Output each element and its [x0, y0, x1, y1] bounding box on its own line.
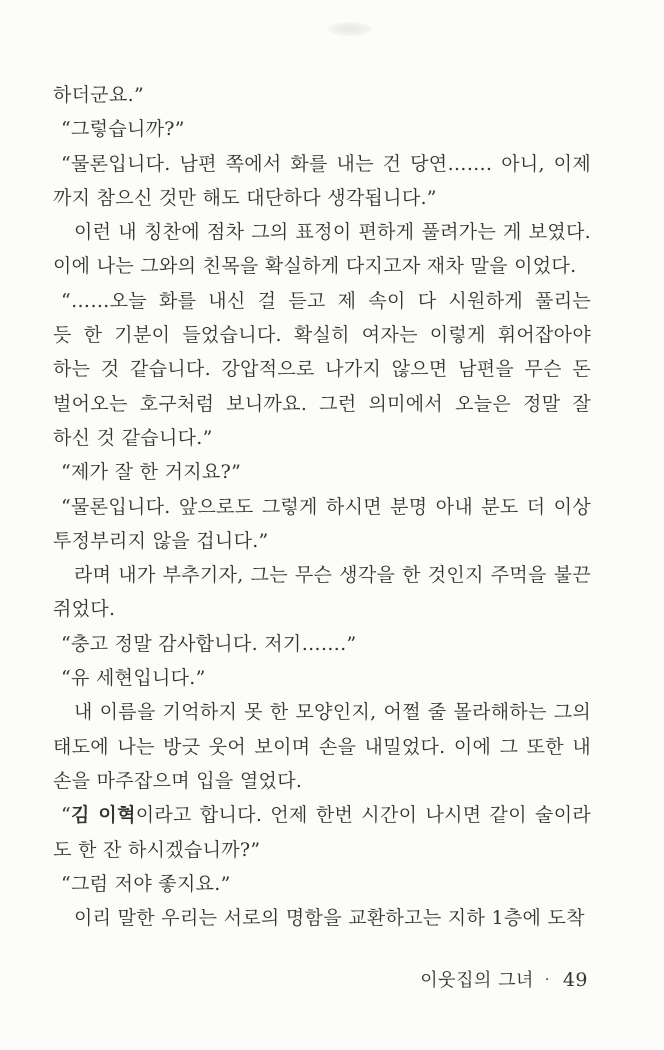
text-segment: 이런 내 칭찬에 점차 그의 표정이 편하게 풀려가는 게 보였다. [74, 221, 591, 244]
footer-book-title: 이웃집의 그녀 [420, 970, 534, 991]
text-line [53, 558, 591, 592]
text-segment: 태도에 나는 방긋 웃어 보이며 손을 내밀었다. 이에 그 또한 내 [53, 735, 591, 758]
scan-smudge [328, 22, 372, 36]
text-line [53, 524, 591, 558]
text-segment: 하더군요.” [53, 84, 144, 106]
running-footer [420, 966, 588, 992]
text-line [53, 592, 591, 626]
text-line [53, 730, 591, 764]
text-line [53, 695, 591, 729]
text-line [53, 661, 591, 695]
text-line [53, 181, 591, 215]
text-segment: 하신 것 같습니다.” [53, 426, 213, 449]
text-segment: 이라고 합니다. 언제 한번 시간이 나시면 같이 술이라 [135, 804, 591, 827]
text-line [53, 147, 591, 181]
text-segment: 라며 내가 부추기자, 그는 무슨 생각을 한 것인지 주먹을 불끈 [74, 564, 591, 587]
character-name-bold: 김 이혁 [71, 804, 136, 827]
text-line [53, 215, 591, 249]
text-segment: 하는 것 같습니다. 강압적으로 나가지 않으면 남편을 무슨 돈 [53, 358, 591, 381]
text-line [53, 318, 591, 352]
text-segment: 쥐었다. [53, 598, 116, 621]
text-line [53, 78, 591, 112]
text-segment: 내 이름을 기억하지 못 한 모양인지, 어쩔 줄 몰라해하는 그의 [74, 701, 591, 724]
text-segment: “충고 정말 감사합니다. 저기…….” [61, 632, 357, 655]
text-line [53, 490, 591, 524]
text-segment: 까지 참으신 것만 해도 대단하다 생각됩니다.” [53, 186, 437, 209]
text-line [53, 455, 591, 489]
text-line [53, 901, 591, 935]
text-segment: 벌어오는 호구처럼 보니까요. 그런 의미에서 오늘은 정말 잘 [53, 392, 591, 415]
page-text [53, 78, 591, 935]
text-line [53, 284, 591, 318]
text-segment: “물론입니다. 남편 쪽에서 화를 내는 건 당연……. 아니, 이제 [61, 152, 591, 175]
text-segment: 듯 한 기분이 들었습니다. 확실히 여자는 이렇게 휘어잡아야 [53, 324, 591, 347]
text-line [53, 833, 591, 867]
text-segment: “유 세현입니다.” [61, 667, 206, 690]
text-line [53, 627, 591, 661]
text-segment: “제가 잘 한 거지요?” [61, 461, 242, 484]
text-segment: 손을 마주잡으며 입을 열었다. [53, 769, 303, 792]
text-line [53, 112, 591, 146]
text-segment: “ [61, 804, 72, 827]
text-segment: “……오늘 화를 내신 걸 듣고 제 속이 다 시원하게 풀리는 [61, 289, 591, 312]
text-segment: 이리 말한 우리는 서로의 명함을 교환하고는 지하 1층에 도착 [74, 907, 585, 930]
text-segment: “물론입니다. 앞으로도 그렇게 하시면 분명 아내 분도 더 이상 [61, 495, 591, 518]
text-line [53, 421, 591, 455]
text-segment: 이에 나는 그와의 친목을 확실하게 다지고자 재차 말을 이었다. [53, 255, 577, 278]
text-segment: “그렇습니까?” [61, 118, 185, 141]
text-segment: “그럼 저야 좋지요.” [61, 872, 231, 895]
text-line [53, 352, 591, 386]
text-line [53, 764, 591, 798]
text-line [53, 387, 591, 421]
footer-separator-dot: · [544, 972, 550, 988]
text-line [53, 249, 591, 283]
text-line [53, 867, 591, 901]
text-line [53, 798, 591, 832]
footer-page-number: 49 [562, 969, 588, 991]
text-segment: 투정부리지 않을 겁니다.” [53, 529, 269, 552]
text-segment: 도 한 잔 하시겠습니까?” [53, 838, 261, 861]
